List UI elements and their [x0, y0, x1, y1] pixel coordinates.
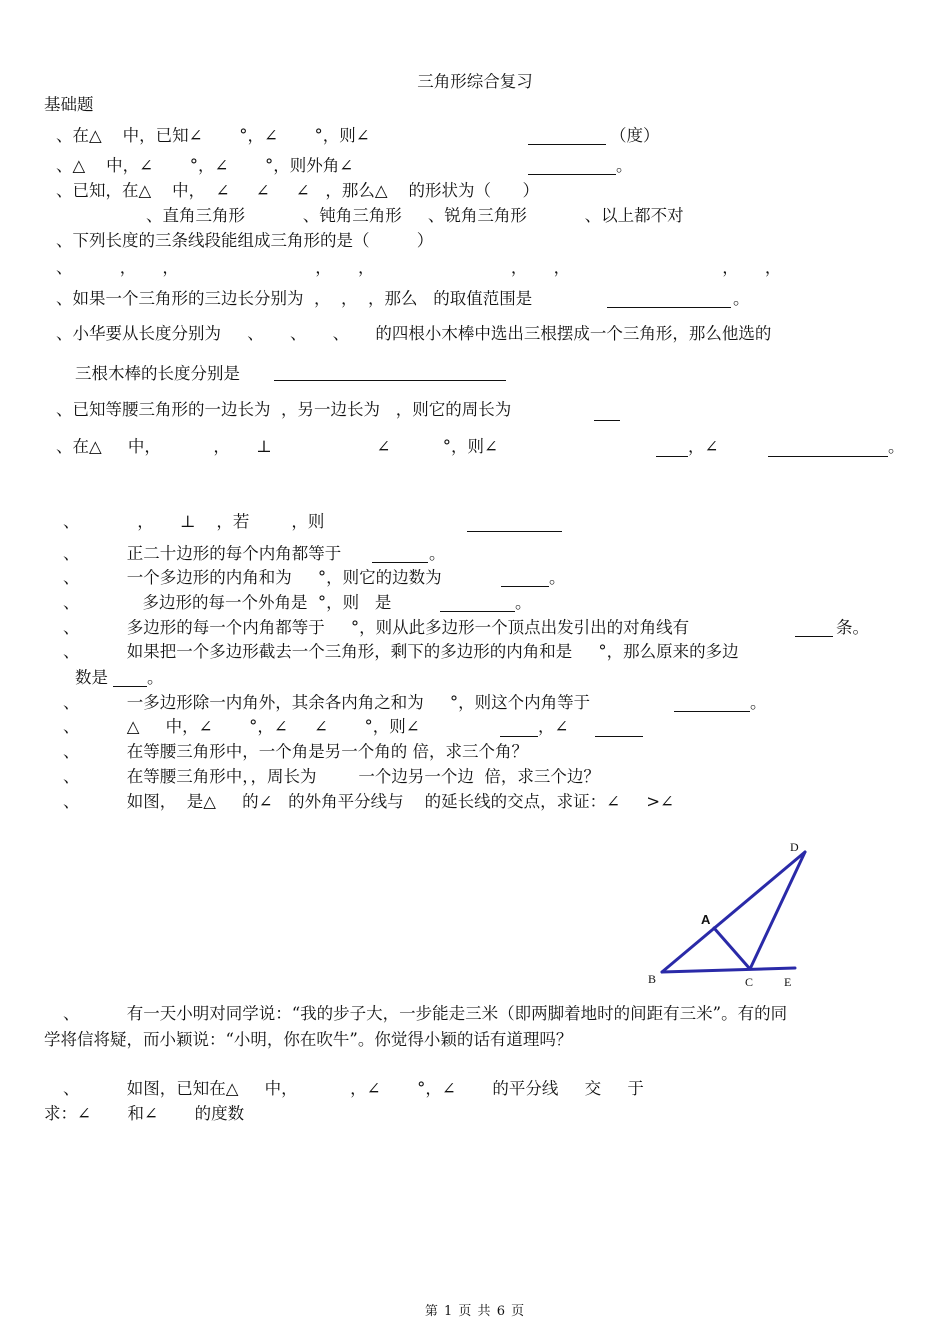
- question-10: 、 正二十边形的每个内角都等于: [63, 544, 342, 563]
- triangle-figure: [640, 835, 820, 995]
- question-17: 、 在等腰三角形中，一个角是另一个角的 倍，求三个角？: [63, 742, 528, 761]
- question-15-tail: 。: [750, 693, 767, 712]
- question-6: 、小华要从长度分别为 、 、 、 的四根小木棒中选出三根摆成一个三角形，那么他选的: [56, 324, 772, 343]
- label-a: A: [701, 912, 711, 927]
- answer-blank-13[interactable]: [795, 636, 833, 637]
- label-d: D: [790, 840, 799, 854]
- section-heading: 基础题: [44, 95, 94, 114]
- question-8: 、在△ 中， ， ⊥ ∠ °，则∠: [56, 437, 498, 456]
- line-be: [662, 968, 795, 972]
- answer-blank-11[interactable]: [501, 586, 549, 587]
- question-14-line-2: 数是: [75, 668, 108, 687]
- question-16-mid: ，∠: [538, 717, 569, 736]
- question-21: 、 如图，已知在△ 中， ，∠ °，∠ 的平分线 交 于: [63, 1079, 644, 1098]
- line-bd: [662, 852, 805, 972]
- question-14-tail: 。: [147, 668, 164, 687]
- answer-blank-10[interactable]: [372, 562, 428, 563]
- question-10-tail: 。: [429, 544, 446, 563]
- question-4-options: 、 ， ， ， ， ， ， ， ，: [56, 258, 782, 277]
- question-18: 、 在等腰三角形中，，周长为 一个边另一个边 倍，求三个边？: [63, 767, 600, 786]
- question-13: 、 多边形的每一个内角都等于 °，则从此多边形一个顶点出发引出的对角线有: [63, 618, 690, 637]
- line-ac: [714, 928, 750, 969]
- question-12-tail: 。: [515, 593, 532, 612]
- question-8-tail: 。: [888, 437, 905, 456]
- question-3-options: 、直角三角形 、钝角三角形 、锐角三角形 、以上都不对: [146, 206, 684, 225]
- answer-blank-16a[interactable]: [500, 736, 538, 737]
- question-1-tail: （度）: [610, 126, 660, 145]
- question-16: 、 △ 中，∠ °，∠ ∠ °，则∠: [63, 717, 420, 736]
- answer-blank-5[interactable]: [607, 307, 731, 308]
- page-footer: 第 1 页 共 6 页: [424, 1304, 526, 1319]
- answer-blank-7[interactable]: [594, 420, 620, 421]
- answer-blank-15[interactable]: [674, 711, 750, 712]
- line-cd: [750, 852, 805, 969]
- question-11: 、 一个多边形的内角和为 °，则它的边数为: [63, 568, 442, 587]
- question-5-tail: 。: [733, 289, 750, 308]
- question-20-line-2: 学将信将疑，而小颖说：“小明，你在吹牛”。你觉得小颖的话有道理吗？: [44, 1030, 573, 1049]
- question-15: 、 一多边形除一内角外，其余各内角之和为 °，则这个内角等于: [63, 693, 591, 712]
- answer-blank-2[interactable]: [528, 174, 616, 175]
- question-21-line-2: 求：∠ 和∠ 的度数: [44, 1104, 245, 1123]
- question-6-line-2: 三根木棒的长度分别是: [75, 364, 240, 383]
- question-2: 、△ 中，∠ °，∠ °，则外角∠: [56, 156, 354, 175]
- label-b: B: [648, 972, 657, 986]
- answer-blank-8a[interactable]: [656, 456, 688, 457]
- question-5: 、如果一个三角形的三边长分别为 ， ， ，那么 的取值范围是: [56, 289, 533, 308]
- question-14: 、 如果把一个多边形截去一个三角形，剩下的多边形的内角和是 °，那么原来的多边: [63, 642, 739, 661]
- question-13-tail: 条。: [836, 618, 869, 637]
- answer-blank-8b[interactable]: [768, 456, 888, 457]
- answer-blank-12[interactable]: [440, 611, 515, 612]
- page-title: 三角形综合复习: [417, 72, 533, 91]
- question-9: 、 ， ⊥ ，若 ，则: [63, 512, 325, 531]
- question-20: 、 有一天小明对同学说：“我的步子大，一步能走三米（即两脚着地时的间距有三米”。有的同: [63, 1004, 788, 1023]
- answer-blank-16b[interactable]: [595, 736, 643, 737]
- label-e: E: [784, 975, 792, 989]
- question-4: 、下列长度的三条线段能组成三角形的是（ ）: [56, 231, 434, 250]
- label-c: C: [745, 975, 754, 989]
- question-3: 、已知，在△ 中， ∠ ∠ ∠ ，那么△ 的形状为（ ）: [56, 181, 539, 200]
- question-1: 、在△ 中，已知∠ °，∠ °，则∠: [56, 126, 370, 145]
- question-8-mid: ，∠: [688, 437, 719, 456]
- question-2-tail: 。: [616, 156, 633, 175]
- question-19: 、 如图， 是△ 的∠ 的外角平分线与 的延长线的交点，求证：∠ >∠: [63, 792, 674, 811]
- question-11-tail: 。: [549, 568, 566, 587]
- answer-blank-1[interactable]: [528, 144, 606, 145]
- answer-blank-14[interactable]: [113, 686, 147, 687]
- question-7: 、已知等腰三角形的一边长为 ，另一边长为 ，则它的周长为: [56, 400, 512, 419]
- answer-blank-6[interactable]: [274, 380, 506, 381]
- answer-blank-9[interactable]: [467, 531, 562, 532]
- question-12: 、 多边形的每一个外角是 °，则 是: [63, 593, 392, 612]
